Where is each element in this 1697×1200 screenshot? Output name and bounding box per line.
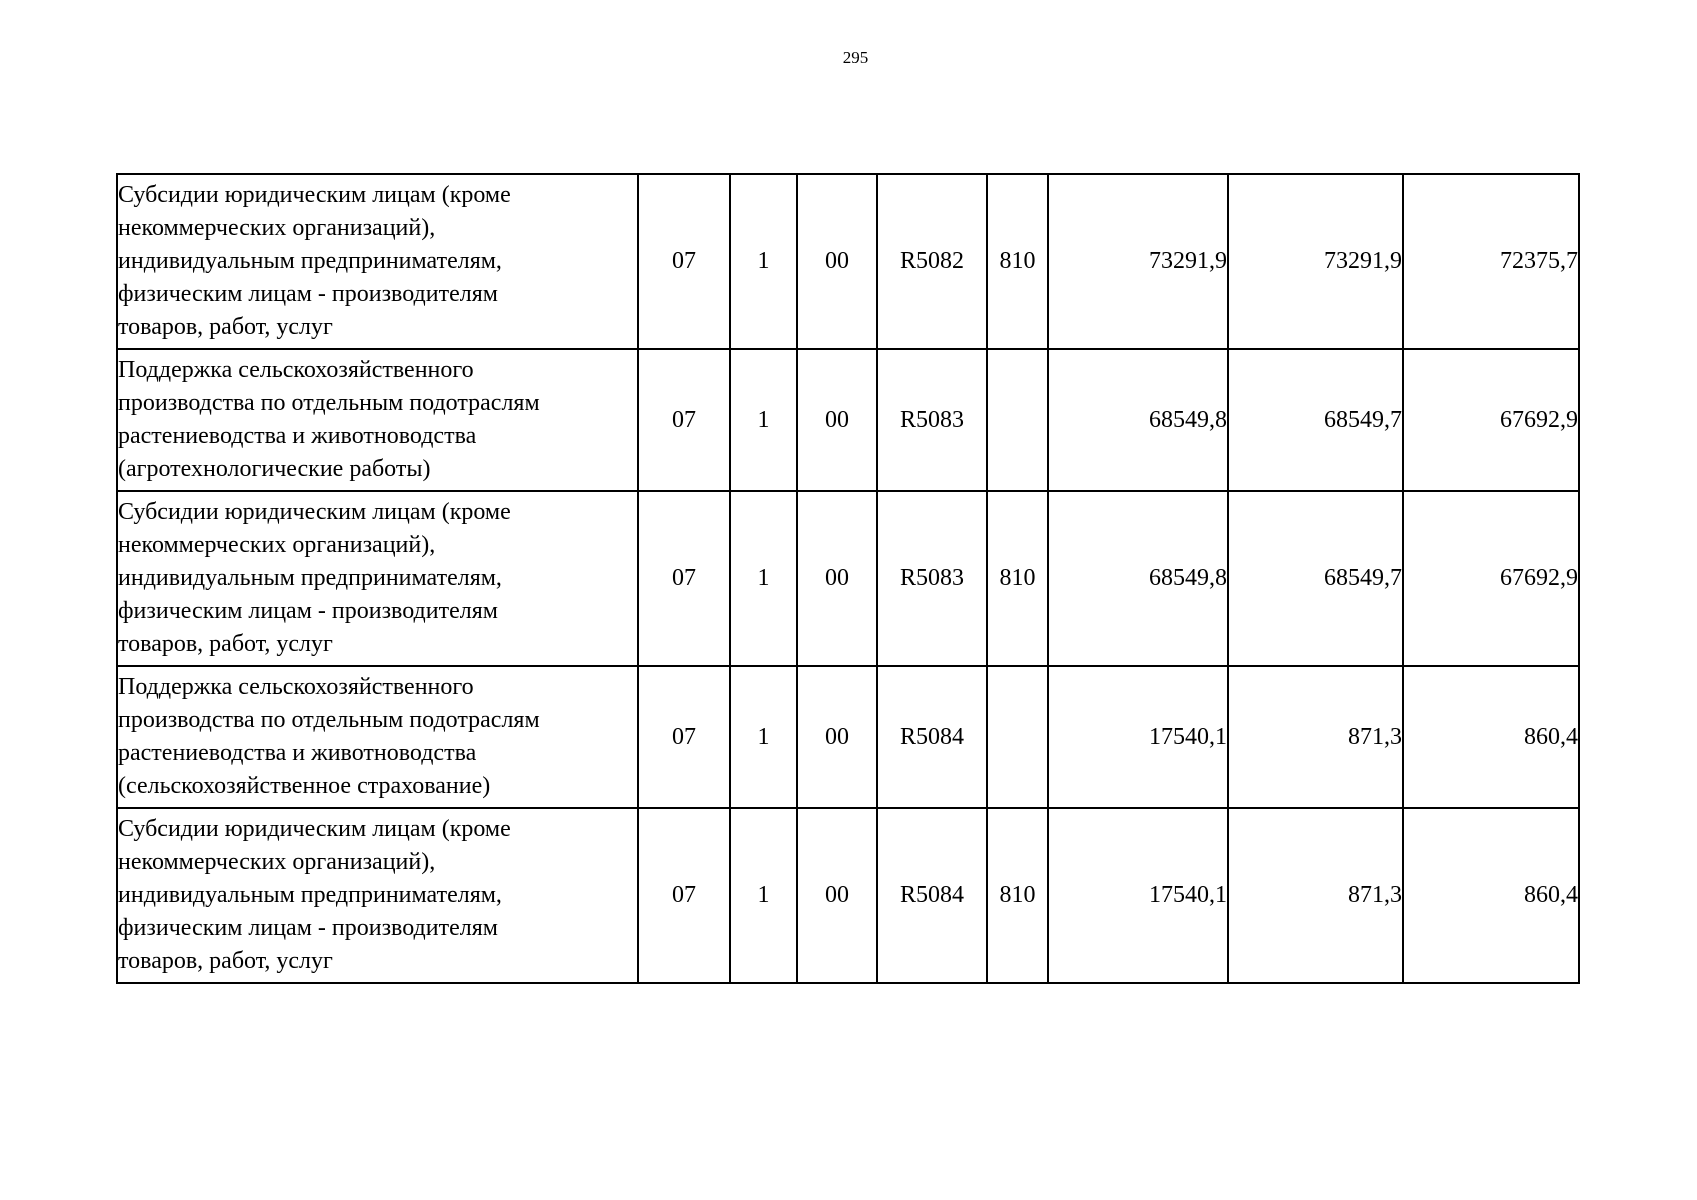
table-row xyxy=(117,491,1579,666)
amount-2: 871,3 xyxy=(1228,808,1403,983)
amount-1: 68549,8 xyxy=(1048,491,1228,666)
row-description: Субсидии юридическим лицам (кроме некоммерческих организаций), индивидуальным предпринимателям, физическим лицам - производителям товаров, работ, услуг xyxy=(117,491,638,666)
amount-1: 68549,8 xyxy=(1048,349,1228,491)
table-row xyxy=(117,174,1579,349)
amount-1: 17540,1 xyxy=(1048,666,1228,808)
subprogram-code: 00 xyxy=(797,666,877,808)
amount-1: 73291,9 xyxy=(1048,174,1228,349)
direction-code: R5083 xyxy=(877,349,987,491)
row-description: Субсидии юридическим лицам (кроме некоммерческих организаций), индивидуальным предпринимателям, физическим лицам - производителям товаров, работ, услуг xyxy=(117,808,638,983)
amount-3: 860,4 xyxy=(1403,666,1579,808)
table-row xyxy=(117,808,1579,983)
section-code: 07 xyxy=(638,174,730,349)
amount-3: 72375,7 xyxy=(1403,174,1579,349)
subprogram-code: 00 xyxy=(797,808,877,983)
budget-table xyxy=(116,173,1580,984)
subprogram-code: 00 xyxy=(797,491,877,666)
section-code: 07 xyxy=(638,491,730,666)
subprogram-code: 00 xyxy=(797,349,877,491)
program-code: 1 xyxy=(730,174,797,349)
amount-3: 67692,9 xyxy=(1403,491,1579,666)
program-code: 1 xyxy=(730,808,797,983)
row-description: Субсидии юридическим лицам (кроме некоммерческих организаций), индивидуальным предпринимателям, физическим лицам - производителям товаров, работ, услуг xyxy=(117,174,638,349)
amount-3: 860,4 xyxy=(1403,808,1579,983)
expense-type-code: 810 xyxy=(987,174,1048,349)
expense-type-code: 810 xyxy=(987,491,1048,666)
section-code: 07 xyxy=(638,349,730,491)
table-row xyxy=(117,666,1579,808)
expense-type-code xyxy=(987,349,1048,491)
amount-1: 17540,1 xyxy=(1048,808,1228,983)
amount-3: 67692,9 xyxy=(1403,349,1579,491)
page-number: 295 xyxy=(842,48,869,67)
direction-code: R5083 xyxy=(877,491,987,666)
section-code: 07 xyxy=(638,808,730,983)
row-description: Поддержка сельскохозяйственного производства по отдельным подотраслям растениеводства и животноводства (сельскохозяйственное страхование) xyxy=(117,666,638,808)
table-row xyxy=(117,349,1579,491)
section-code: 07 xyxy=(638,666,730,808)
direction-code: R5082 xyxy=(877,174,987,349)
program-code: 1 xyxy=(730,666,797,808)
amount-2: 73291,9 xyxy=(1228,174,1403,349)
direction-code: R5084 xyxy=(877,808,987,983)
amount-2: 68549,7 xyxy=(1228,349,1403,491)
amount-2: 871,3 xyxy=(1228,666,1403,808)
subprogram-code: 00 xyxy=(797,174,877,349)
row-description: Поддержка сельскохозяйственного производства по отдельным подотраслям растениеводства и животноводства (агротехнологические работы) xyxy=(117,349,638,491)
expense-type-code xyxy=(987,666,1048,808)
expense-type-code: 810 xyxy=(987,808,1048,983)
amount-2: 68549,7 xyxy=(1228,491,1403,666)
program-code: 1 xyxy=(730,349,797,491)
direction-code: R5084 xyxy=(877,666,987,808)
program-code: 1 xyxy=(730,491,797,666)
